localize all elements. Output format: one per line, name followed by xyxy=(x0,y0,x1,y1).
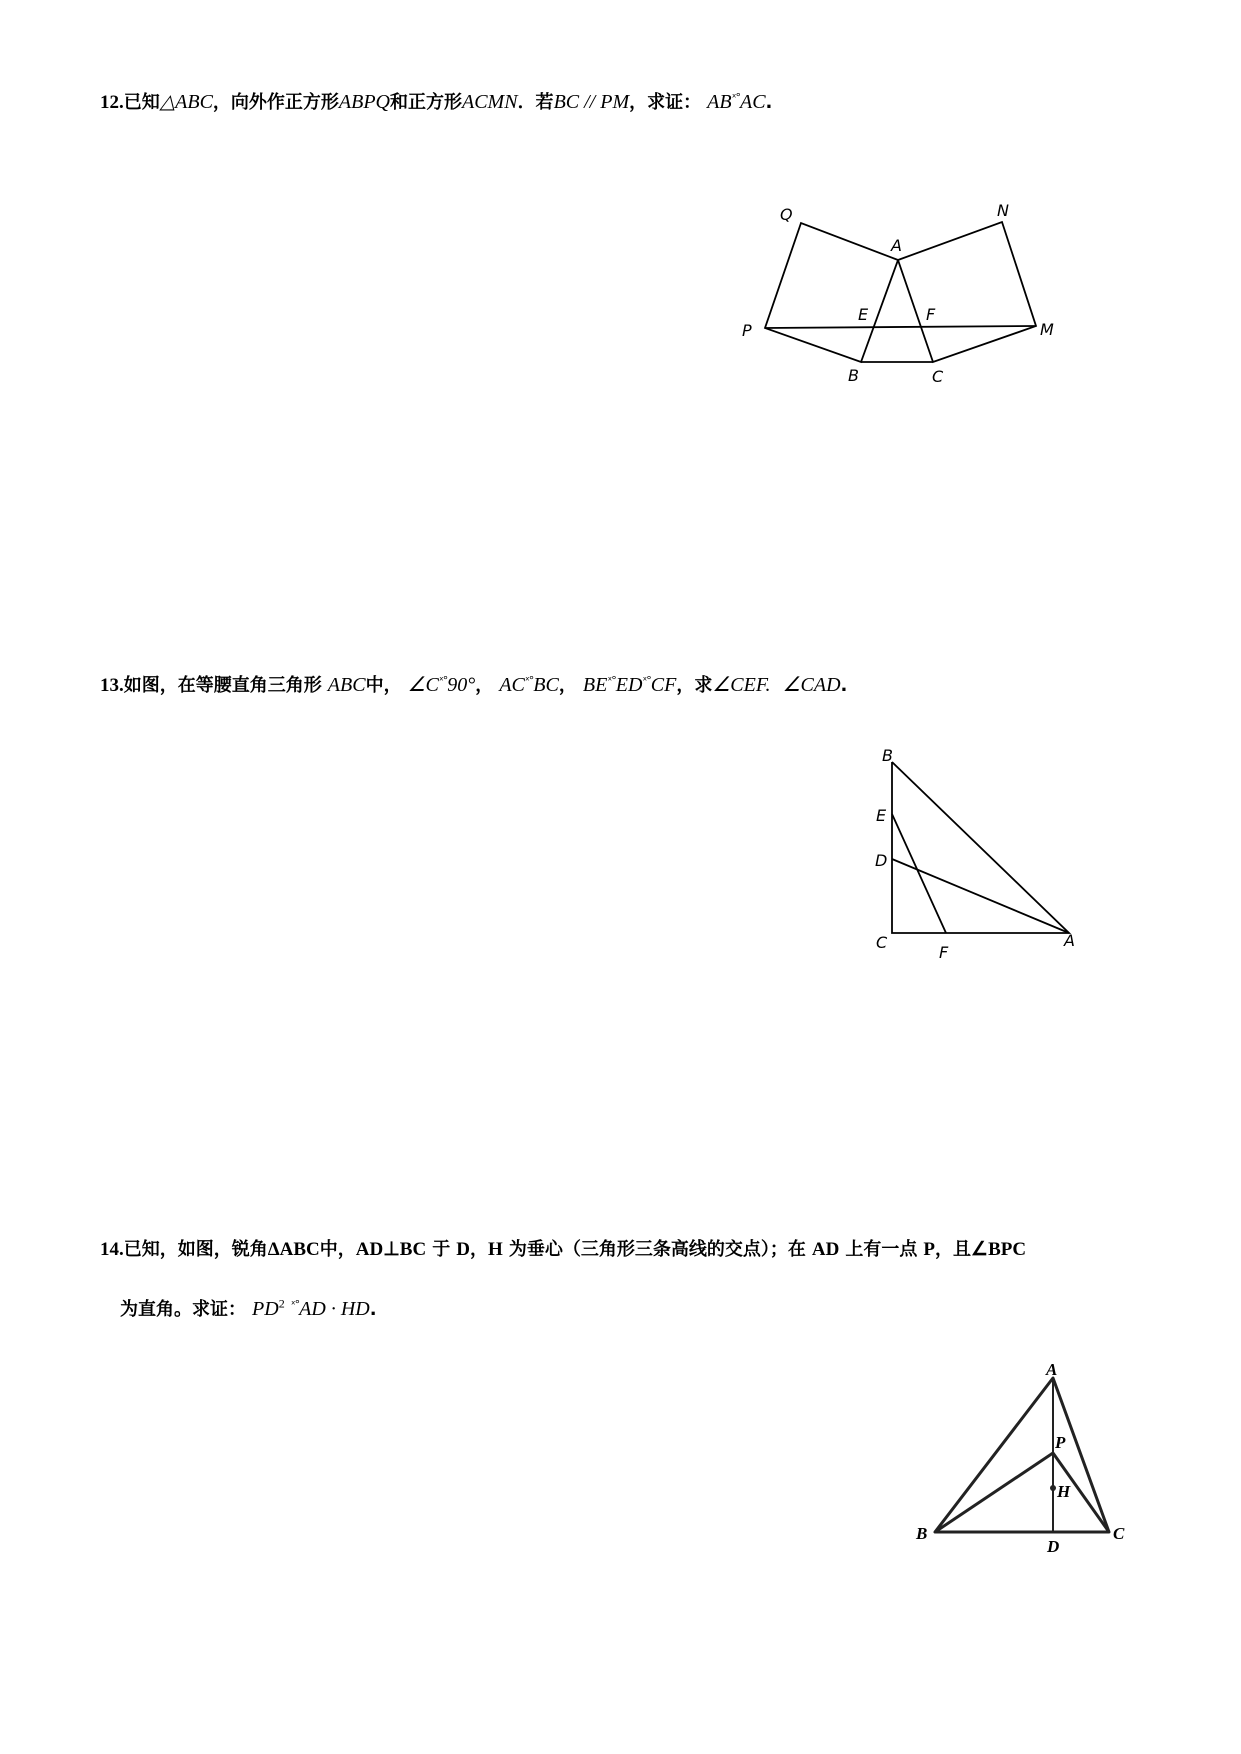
label-e: E xyxy=(876,806,887,825)
figure-13 xyxy=(860,740,1100,970)
label-c: C xyxy=(876,933,888,952)
label-f: F xyxy=(939,943,949,962)
triangle-abc xyxy=(935,1378,1109,1532)
label-m: M xyxy=(1040,320,1054,339)
label-b: B xyxy=(916,1524,928,1543)
segment-da xyxy=(892,859,1069,933)
problem-12: 12.已知△ABC，向外作正方形ABPQ和正方形ACMN．若BC // PM，求证： $AB^{ˣ^\circ}AC$. xyxy=(100,91,773,113)
segment-ef xyxy=(892,814,946,933)
label-n: N xyxy=(997,201,1009,220)
square-abpq xyxy=(765,223,898,362)
label-c: C xyxy=(1113,1524,1125,1543)
problem-number: 13. xyxy=(100,675,124,696)
label-p: P xyxy=(742,321,752,340)
segment-bp xyxy=(935,1453,1053,1532)
label-a: A xyxy=(1064,931,1075,950)
label-a: A xyxy=(891,236,902,255)
label-b: B xyxy=(882,746,893,765)
square-acmn xyxy=(898,222,1036,362)
problem-14-line-2: 为直角。求证： $PD^2$ $^{ˣ^\circ}$AD · HD. xyxy=(120,1296,377,1320)
label-f: F xyxy=(926,305,936,324)
problem-14: 14.已知，如图，锐角ΔABC中，AD⊥BC 于 D，H 为垂心（三角形三条高线的交点）；在 AD 上有一点 P，且∠BPC xyxy=(100,1239,1027,1260)
label-d: D xyxy=(875,851,888,870)
label-p: P xyxy=(1055,1433,1066,1452)
label-b: B xyxy=(848,366,859,385)
line-pm xyxy=(765,326,1036,328)
label-h: H xyxy=(1057,1482,1071,1501)
problem-number: 14. xyxy=(100,1239,124,1260)
label-q: Q xyxy=(780,205,793,224)
label-e: E xyxy=(858,305,869,324)
problem-13: 13.如图，在等腰直角三角形 ABC中， $\angle C^{ˣ^\circ}90^\circ$， $AC^{ˣ^\circ}BC$， $BE^{ˣ^\circ}ED^{ˣ^\circ}CF$，求∠CEF. ∠CAD. xyxy=(100,674,848,696)
figure-12 xyxy=(740,190,1060,390)
triangle-abc xyxy=(892,762,1069,933)
label-d: D xyxy=(1047,1537,1060,1556)
problem-number: 12. xyxy=(100,92,124,113)
label-c: C xyxy=(932,367,944,386)
garbled-equals-mark: ˣ° xyxy=(731,91,740,104)
point-h xyxy=(1050,1485,1056,1491)
figure-14 xyxy=(910,1350,1140,1560)
label-a: A xyxy=(1046,1360,1058,1379)
